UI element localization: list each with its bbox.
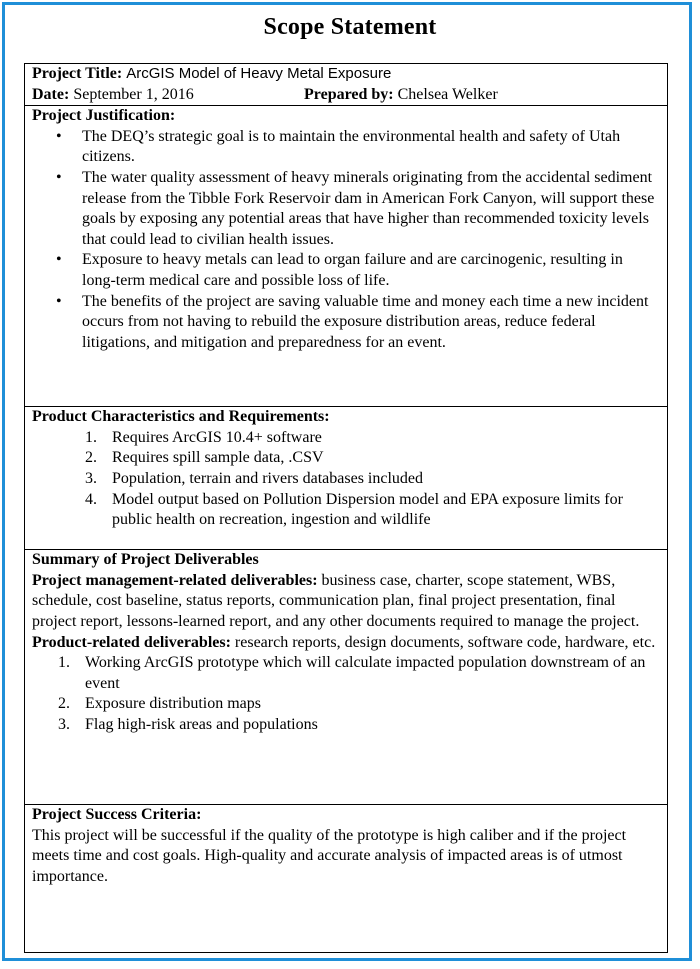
success-text: This project will be successful if the quality of the prototype is high caliber and if the project meets time and cost goals. High-quality and accurate analysis of impacted areas is of utmost importance. (32, 826, 627, 885)
list-text: Requires spill sample data, .CSV (112, 449, 324, 467)
deliverables-cell (25, 550, 668, 805)
product-deliverables-paragraph (32, 633, 660, 654)
product-cell (25, 407, 668, 550)
product-deliverables-label: Product-related deliverables: (32, 633, 231, 651)
project-title-label: Project Title: (32, 65, 123, 82)
product-row (25, 407, 668, 550)
list-item (58, 653, 660, 694)
list-number: 3. (58, 715, 70, 733)
list-number: 1. (85, 428, 97, 446)
success-heading: Project Success Criteria: (32, 806, 202, 824)
list-text: Requires ArcGIS 10.4+ software (112, 428, 322, 446)
header-row (25, 64, 668, 106)
list-item: • The DEQ’s strategic goal is to maintain the environmental health and safety of Utah citizens. (82, 127, 660, 168)
list-text: Flag high-risk areas and populations (85, 715, 318, 733)
project-title-value: ArcGIS Model of Heavy Metal Exposure (126, 65, 392, 82)
date-prepared-line (32, 85, 660, 106)
success-cell (25, 805, 668, 953)
justification-row (25, 106, 668, 407)
product-deliverables-text: research reports, design documents, software code, hardware, etc. (230, 633, 656, 651)
prepared-by-label: Prepared by: (304, 85, 394, 103)
prepared-by-value: Chelsea Welker (397, 85, 498, 103)
list-text: Population, terrain and rivers databases included (112, 469, 424, 487)
list-number: 2. (58, 695, 70, 713)
deliverables-row (25, 550, 668, 805)
product-list (32, 428, 660, 531)
date-value: September 1, 2016 (73, 85, 194, 103)
pm-deliverables-text: business case, charter, scope statement, WBS, schedule, cost baseline, status reports, communication plan, final project presentation, final project report, lessons-learned report, and any other documents required to manage the project. (32, 571, 640, 630)
justification-cell (25, 106, 668, 407)
list-number: 4. (85, 490, 97, 508)
list-number: 2. (85, 449, 97, 467)
scope-table (24, 63, 668, 953)
list-number: 1. (58, 654, 70, 672)
project-title-line (32, 64, 660, 85)
date-label: Date: (32, 85, 70, 103)
product-heading: Product Characteristics and Requirements: (32, 408, 330, 426)
pm-deliverables-label: Project management-related deliverables: (32, 571, 318, 589)
date-group (32, 85, 304, 106)
list-item: • The benefits of the project are saving valuable time and money each time a new incident occurs from not having to rebuild the exposure distribution areas, reduce federal litigations, and mitigation and preparedness for an event. (82, 292, 660, 354)
deliverables-list (32, 653, 660, 735)
justification-heading: Project Justification: (32, 107, 176, 125)
deliverables-heading: Summary of Project Deliverables (32, 551, 259, 569)
list-item: • Exposure to heavy metals can lead to organ failure and are carcinogenic, resulting in long-term medical care and possible loss of life. (82, 250, 660, 291)
header-cell (25, 64, 668, 106)
list-item (58, 694, 660, 715)
list-item (58, 715, 660, 736)
list-text: Exposure distribution maps (85, 695, 261, 713)
justification-list (32, 127, 660, 354)
list-item (85, 469, 660, 490)
list-item (85, 428, 660, 449)
list-text: Working ArcGIS prototype which will calculate impacted population downstream of an event (85, 654, 646, 692)
document-title: Scope Statement (263, 14, 437, 40)
success-row (25, 805, 668, 953)
pm-deliverables-paragraph (32, 571, 660, 633)
list-number: 3. (85, 469, 97, 487)
list-item (85, 490, 660, 531)
list-item: • The water quality assessment of heavy minerals originating from the accidental sediment release from the Tibble Fork Reservoir dam in American Fork Canyon, will support these goals by exposing any potential areas that have higher than recommended toxicity levels that could lead to civilian health issues. (82, 168, 660, 250)
list-text: Model output based on Pollution Dispersion model and EPA exposure limits for public health on recreation, ingestion and wildlife (112, 490, 623, 529)
list-item (85, 448, 660, 469)
